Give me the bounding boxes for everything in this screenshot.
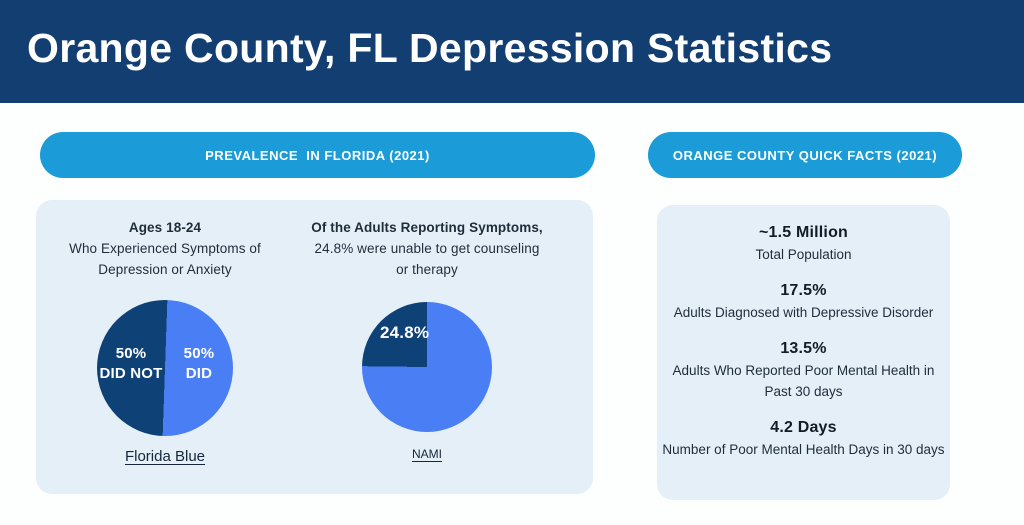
pie-slice-label-did: 50% DID: [183, 345, 215, 382]
fact-total-population: [755, 222, 851, 265]
section-header-quick-facts-label: ORANGE COUNTY QUICK FACTS (2021): [672, 147, 938, 163]
fact-value: 17.5%: [780, 282, 827, 299]
pie-chart-symptoms-did-didnot: [97, 300, 233, 436]
fact-value: 13.5%: [780, 340, 827, 357]
source-link-florida-blue[interactable]: Florida Blue: [124, 448, 206, 465]
pie-slice-label-24-8: 24.8%: [380, 323, 430, 342]
source-link-nami[interactable]: NAMI: [412, 447, 442, 461]
fact-value: 4.2 Days: [770, 419, 837, 436]
fact-label: Adults Who Reported Poor Mental Health in Past 30 days: [672, 363, 935, 399]
fact-label: Number of Poor Mental Health Days in 30 days: [662, 442, 945, 457]
fact-poor-mental-health: [661, 338, 946, 402]
fact-label: Total Population: [755, 247, 852, 262]
chart-title-line: Depression or Anxiety: [98, 262, 232, 277]
fact-value: ~1.5 Million: [758, 224, 849, 241]
page-title: Orange County, FL Depression Statistics: [27, 25, 833, 71]
section-header-prevalence-label: PREVALENCE IN FLORIDA (2021): [205, 147, 430, 163]
pie-chart-unable-counseling: [362, 302, 492, 432]
section-header-prevalence: [40, 132, 595, 178]
fact-poor-mental-health-days: [662, 417, 944, 460]
chart-title-line: 24.8% were unable to get counseling: [314, 241, 540, 256]
chart-title-line: or therapy: [396, 262, 458, 277]
quick-facts-list: [657, 205, 950, 475]
prevalence-panel: [36, 200, 593, 494]
fact-label: Adults Diagnosed with Depressive Disorder: [673, 305, 934, 320]
header-banner: [0, 0, 1024, 103]
chart-counseling-access: [298, 200, 556, 494]
section-header-quick-facts: [648, 132, 962, 178]
pie-slice-label-did-not: 50% DID NOT: [99, 345, 163, 382]
chart-title-line-bold: Of the Adults Reporting Symptoms,: [311, 220, 543, 235]
chart-ages-18-24: [36, 200, 294, 494]
fact-depressive-disorder: [674, 280, 934, 323]
chart-title-line: Who Experienced Symptoms of: [69, 241, 261, 256]
chart-counseling-access-title: [311, 217, 543, 280]
chart-title-line-bold: Ages 18-24: [128, 220, 202, 235]
quick-facts-panel: [657, 205, 950, 500]
chart-ages-18-24-title: [69, 217, 261, 280]
